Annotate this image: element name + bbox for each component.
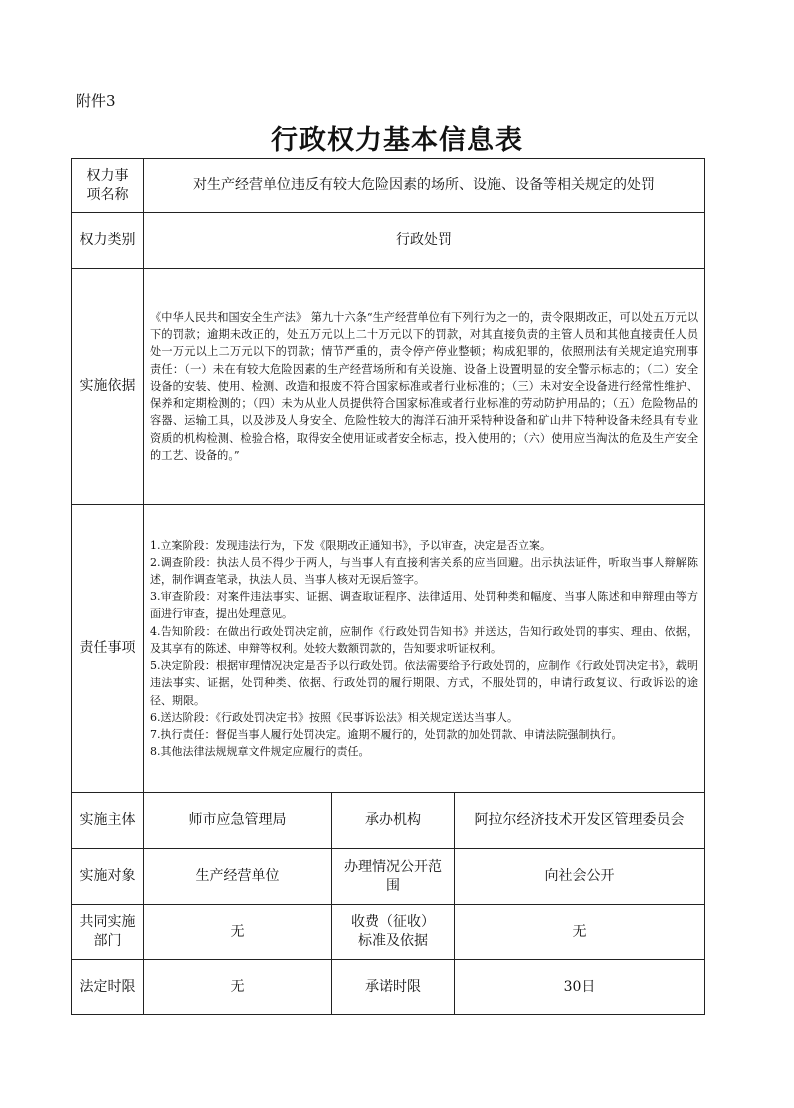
basis-paragraph: 《中华人民共和国安全生产法》 第九十六条“生产经营单位有下列行为之一的，责令限期改正，可以处五万元以下的罚款；逾期未改正的，处五万元以上二十万元以下的罚款，对其直接负责的主管人员和其他直接责任人员处一万元以上二万元以下的罚款；情节严重的，责令停产停业整顿；构成犯罪的，依照刑法有关规定追究刑事责任：（一）未在有较大危险因素的生产经营场所和有关设施、设备上设置明显的安全警示标志的；（二）安全设备的安装、使用、检测、改造和报废不符合国家标准或者行业标准的；（三）未对安全设备进行经常性维护、保养和定期检测的；（四）未为从业人员提供符合国家标准或者行业标准的劳动防护用品的；（五）危险物品的容器、运输工具，以及涉及人身安全、危险性较大的海洋石油开采特种设备和矿山井下特种设备未经具有专业资质的机构检测、检验合格，取得安全使用证或者安全标志，投入使用的；（六）使用应当淘汰的危及生产安全的工艺、设备的。” — [150, 311, 699, 462]
row-joint — [72, 905, 705, 960]
disclosure-value: 向社会公开 — [455, 849, 705, 905]
item-name-label: 权力事项名称 — [72, 159, 144, 213]
duty-item: 6.送达阶段：《行政处罚决定书》按照《民事诉讼法》相关规定送达当事人。 — [150, 710, 518, 724]
subject-value: 师市应急管理局 — [144, 793, 332, 849]
legal-limit-label: 法定时限 — [72, 960, 144, 1015]
fee-label: 收费（征收）标准及依据 — [332, 905, 455, 960]
target-value: 生产经营单位 — [144, 849, 332, 905]
row-duty — [72, 505, 705, 793]
category-value: 行政处罚 — [144, 213, 705, 269]
fee-value: 无 — [455, 905, 705, 960]
row-item-name — [72, 159, 705, 213]
handler-value: 阿拉尔经济技术开发区管理委员会 — [455, 793, 705, 849]
item-name-value: 对生产经营单位违反有较大危险因素的场所、设施、设备等相关规定的处罚 — [144, 159, 705, 213]
basis-text — [144, 269, 705, 505]
category-label: 权力类别 — [72, 213, 144, 269]
page-title: 行政权力基本信息表 — [271, 125, 523, 156]
duty-item: 4.告知阶段：在做出行政处罚决定前，应制作《行政处罚告知书》并送达，告知行政处罚的事实、理由、依据，及其享有的陈述、申辩等权利。处较大数额罚款的，告知要求听证权利。 — [150, 624, 699, 655]
disclosure-label: 办理情况公开范围 — [332, 849, 455, 905]
row-limit — [72, 960, 705, 1015]
duty-item: 7.执行责任：督促当事人履行处罚决定。逾期不履行的，处罚款的加处罚款、申请法院强制执行。 — [150, 727, 623, 741]
duty-item: 5.决定阶段：根据审理情况决定是否予以行政处罚。依法需要给予行政处罚的，应制作《行政处罚决定书》，载明违法事实、证据，处罚种类、依据、行政处罚的履行期限、方式，不服处罚的，申请行政复议、行政诉讼的途径、期限。 — [150, 659, 699, 707]
duty-item: 2.调查阶段：执法人员不得少于两人，与当事人有直接利害关系的应当回避。出示执法证件，听取当事人辩解陈述，制作调查笔录，执法人员、当事人核对无误后签字。 — [150, 555, 699, 587]
promise-limit-value: 30日 — [455, 960, 705, 1015]
duty-label: 责任事项 — [72, 505, 144, 793]
target-label: 实施对象 — [72, 849, 144, 905]
basis-label: 实施依据 — [72, 269, 144, 505]
row-subject — [72, 793, 705, 849]
legal-limit-value: 无 — [144, 960, 332, 1015]
duty-item: 3.审查阶段：对案件违法事实、证据、调查取证程序、法律适用、处罚种类和幅度、当事人陈述和申辩理由等方面进行审查，提出处理意见。 — [150, 590, 699, 621]
promise-limit-label: 承诺时限 — [332, 960, 455, 1015]
joint-value: 无 — [144, 905, 332, 960]
attachment-label: 附件3 — [76, 92, 116, 110]
handler-label: 承办机构 — [332, 793, 455, 849]
row-category — [72, 213, 705, 269]
subject-label: 实施主体 — [72, 793, 144, 849]
duty-item: 8.其他法律法规规章文件规定应履行的责任。 — [150, 745, 370, 759]
row-target — [72, 849, 705, 905]
duty-list — [144, 505, 705, 793]
joint-label: 共同实施部门 — [72, 905, 144, 960]
row-basis — [72, 269, 705, 505]
duty-item: 1.立案阶段：发现违法行为，下发《限期改正通知书》，予以审查，决定是否立案。 — [150, 538, 551, 552]
info-table — [71, 158, 705, 1015]
